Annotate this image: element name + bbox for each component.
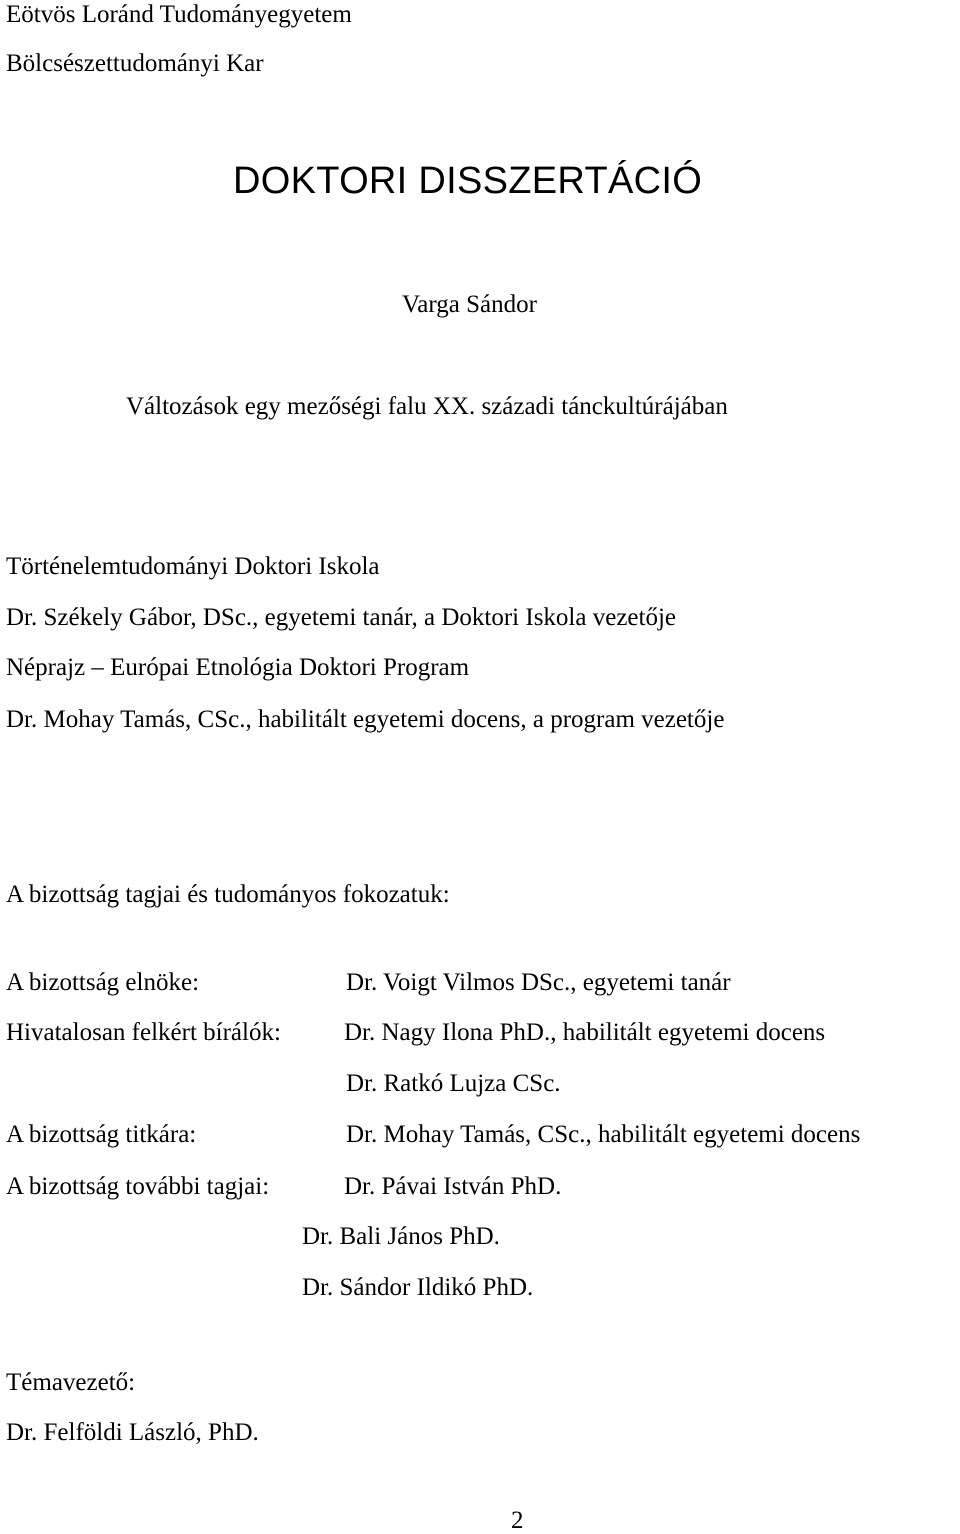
university-name: Eötvös Loránd Tudományegyetem [6, 1, 352, 28]
author-name: Varga Sándor [402, 291, 537, 318]
committee-chair: Dr. Voigt Vilmos DSc., egyetemi tanár [346, 969, 731, 996]
committee-secretary-label: A bizottság titkára: [6, 1121, 197, 1148]
document-title: DOKTORI DISSZERTÁCIÓ [233, 160, 703, 202]
doctoral-program-name: Néprajz – Európai Etnológia Doktori Program [6, 654, 470, 681]
committee-member-3: Dr. Sándor Ildikó PhD. [302, 1274, 534, 1301]
page-number: 2 [511, 1507, 524, 1534]
reviewer-2: Dr. Ratkó Lujza CSc. [346, 1070, 561, 1097]
thesis-title: Változások egy mezőségi falu XX. századi tánckultúrájában [126, 393, 728, 420]
supervisor-label: Témavezető: [6, 1369, 136, 1396]
committee-heading: A bizottság tagjai és tudományos fokozatuk: [6, 881, 450, 908]
doctoral-school-name: Történelemtudományi Doktori Iskola [6, 553, 380, 580]
committee-chair-label: A bizottság elnöke: [6, 969, 200, 996]
committee-members-label: A bizottság további tagjai: [6, 1173, 270, 1200]
faculty-name: Bölcsészettudományi Kar [6, 50, 264, 77]
doctoral-school-head: Dr. Székely Gábor, DSc., egyetemi tanár, a Doktori Iskola vezetője [6, 604, 676, 631]
supervisor-name: Dr. Felföldi László, PhD. [6, 1419, 259, 1446]
reviewers-label: Hivatalosan felkért bírálók: [6, 1019, 281, 1046]
committee-secretary: Dr. Mohay Tamás, CSc., habilitált egyetemi docens [346, 1121, 861, 1148]
committee-member-2: Dr. Bali János PhD. [302, 1223, 500, 1250]
reviewer-1: Dr. Nagy Ilona PhD., habilitált egyetemi docens [344, 1019, 826, 1046]
committee-member-1: Dr. Pávai István PhD. [344, 1173, 562, 1200]
doctoral-program-head: Dr. Mohay Tamás, CSc., habilitált egyetemi docens, a program vezetője [6, 706, 725, 733]
